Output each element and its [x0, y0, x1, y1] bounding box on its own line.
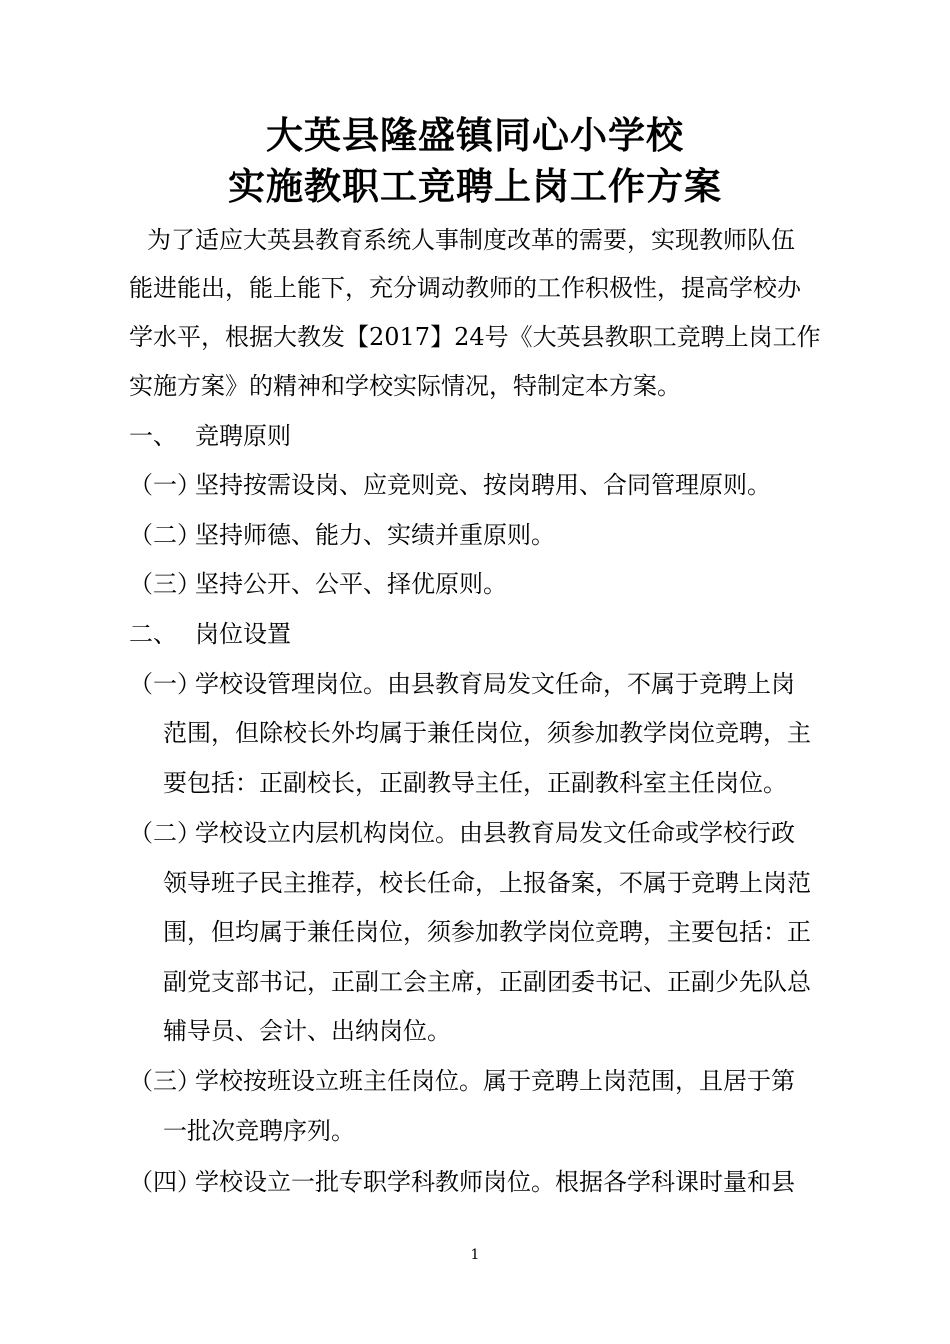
item-continuation: 辅导员、会计、出纳岗位。 — [163, 1017, 451, 1045]
item-text: 学校设管理岗位。由县教育局发文任命，不属于竞聘上岗 — [195, 670, 795, 698]
page-number: 1 — [470, 1247, 480, 1263]
item-marker: （二） — [129, 819, 201, 847]
item-marker: （三） — [129, 570, 201, 598]
intro-line: 为了适应大英县教育系统人事制度改革的需要，实现教师队伍 — [147, 226, 795, 254]
item-continuation: 范围，但除校长外均属于兼任岗位，须参加教学岗位竞聘，主 — [163, 719, 811, 747]
item-continuation: 一批次竞聘序列。 — [163, 1117, 355, 1145]
intro-line: 实施方案》的精神和学校实际情况，特制定本方案。 — [129, 372, 681, 400]
list-item — [129, 1065, 795, 1097]
item-marker: （四） — [129, 1168, 201, 1196]
item-text: 坚持公开、公平、择优原则。 — [195, 570, 507, 598]
list-item — [129, 568, 507, 600]
item-marker: （一） — [129, 471, 201, 499]
document-title-line-2: 实施教职工竞聘上岗工作方案 — [228, 165, 722, 208]
section-title: 岗位设置 — [195, 620, 291, 648]
item-continuation: 围，但均属于兼任岗位，须参加教学岗位竞聘，主要包括：正 — [163, 918, 811, 946]
item-text: 坚持按需设岗、应竞则竞、按岗聘用、合同管理原则。 — [195, 471, 771, 499]
section-title: 竞聘原则 — [195, 422, 291, 450]
list-item — [129, 817, 795, 849]
section-number: 二、 — [129, 620, 177, 648]
item-marker: （一） — [129, 670, 201, 698]
document-title-line-1: 大英县隆盛镇同心小学校 — [266, 114, 684, 157]
item-marker: （二） — [129, 521, 201, 549]
list-item — [129, 519, 555, 551]
item-text: 学校设立内层机构岗位。由县教育局发文任命或学校行政 — [195, 819, 795, 847]
section-heading — [129, 618, 291, 650]
list-item — [129, 668, 795, 700]
item-continuation: 副党支部书记，正副工会主席，正副团委书记、正副少先队总 — [163, 968, 811, 996]
item-continuation: 领导班子民主推荐，校长任命，上报备案，不属于竞聘上岗范 — [163, 869, 811, 897]
item-text: 学校按班设立班主任岗位。属于竞聘上岗范围，且居于第 — [195, 1067, 795, 1095]
intro-line: 学水平，根据大教发【2017】24号《大英县教职工竞聘上岗工作 — [129, 323, 821, 351]
section-heading — [129, 420, 291, 452]
list-item — [129, 469, 771, 501]
item-marker: （三） — [129, 1067, 201, 1095]
intro-line: 能进能出，能上能下，充分调动教师的工作积极性，提高学校办 — [129, 274, 801, 302]
list-item — [129, 1166, 795, 1198]
item-text: 学校设立一批专职学科教师岗位。根据各学科课时量和县 — [195, 1168, 795, 1196]
item-text: 坚持师德、能力、实绩并重原则。 — [195, 521, 555, 549]
item-continuation: 要包括：正副校长，正副教导主任，正副教科室主任岗位。 — [163, 769, 787, 797]
section-number: 一、 — [129, 422, 177, 450]
